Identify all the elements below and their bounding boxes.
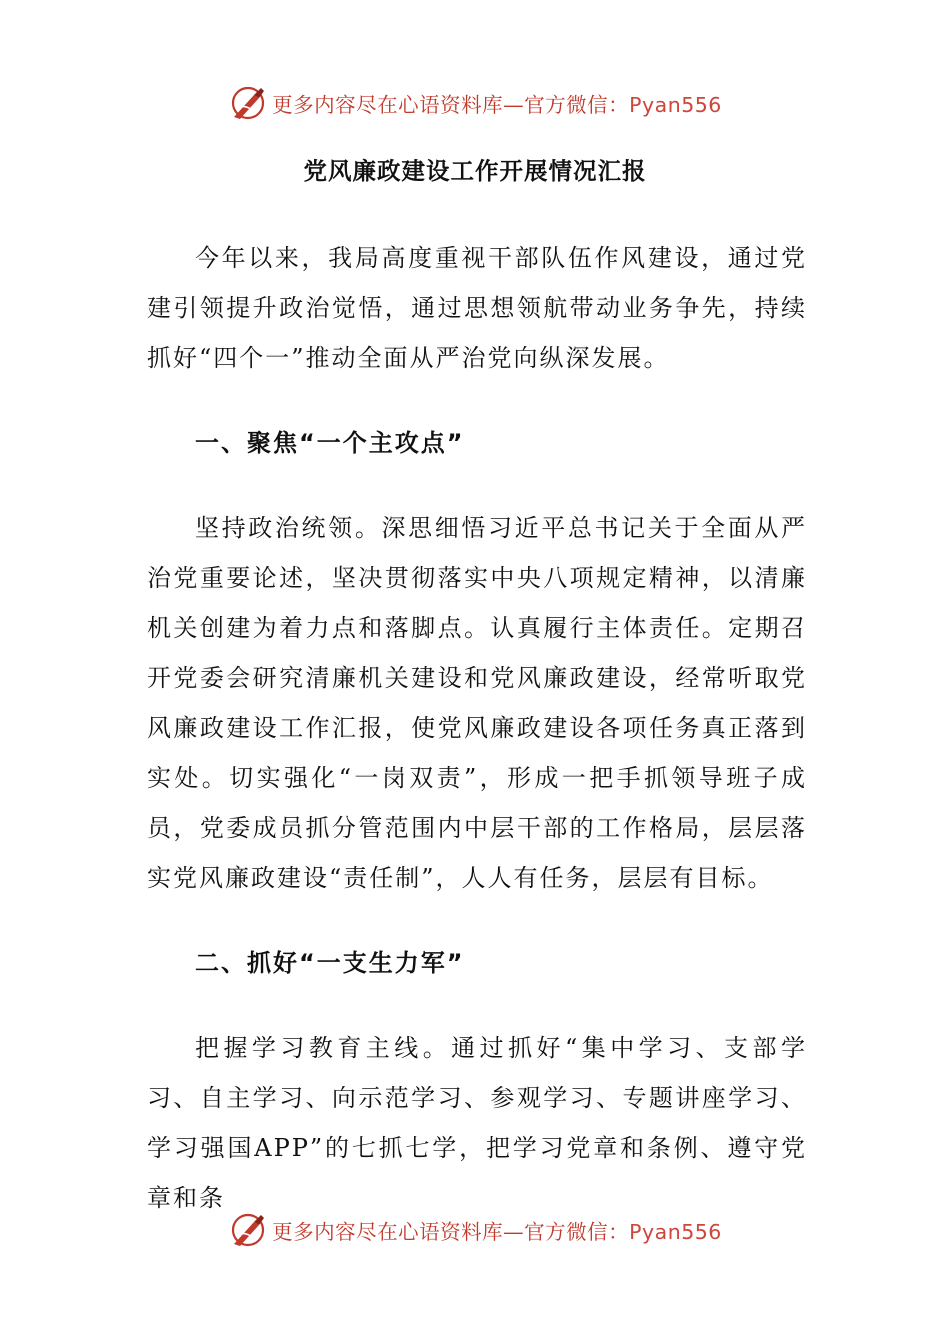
banner-text: 更多内容尽在心语资料库—官方微信：Pyan556	[272, 93, 722, 117]
section-body-1: 坚持政治统领。深思细悟习近平总书记关于全面从严治党重要论述，坚决贯彻落实中央八项规定精神，以清廉机关创建为着力点和落脚点。认真履行主体责任。定期召开党委会研究清廉机关建设和党风廉政建设，经常听取党风廉政建设工作汇报，使党风廉政建设各项任务真正落到实处。切实强化“一岗双责”，形成一把手抓领导班子成员，党委成员抓分管范围内中层干部的工作格局，层层落实党风廉政建设“责任制”，人人有任务，层层有目标。	[147, 514, 807, 892]
section-heading-1: 一、聚焦“一个主攻点”	[195, 429, 465, 457]
watermark-banner-bottom	[0, 1207, 950, 1253]
wechat-id: Pyan556	[629, 1220, 722, 1244]
fountain-pen-logo-icon	[228, 1210, 268, 1250]
watermark-banner-top	[0, 80, 950, 126]
fountain-pen-logo-icon	[228, 83, 268, 123]
wechat-id: Pyan556	[629, 93, 722, 117]
document-title: 党风廉政建设工作开展情况汇报	[303, 157, 647, 185]
section-body-2: 把握学习教育主线。通过抓好“集中学习、支部学习、自主学习、向示范学习、参观学习、专题讲座学习、学习强国APP”的七抓七学，把学习党章和条例、遵守党章和条	[147, 1034, 807, 1212]
intro-paragraph: 今年以来，我局高度重视干部队伍作风建设，通过党建引领提升政治觉悟，通过思想领航带动业务争先，持续抓好“四个一”推动全面从严治党向纵深发展。	[147, 244, 807, 372]
banner-text: 更多内容尽在心语资料库—官方微信：Pyan556	[272, 1220, 722, 1244]
section-heading-2: 二、抓好“一支生力军”	[195, 949, 465, 977]
